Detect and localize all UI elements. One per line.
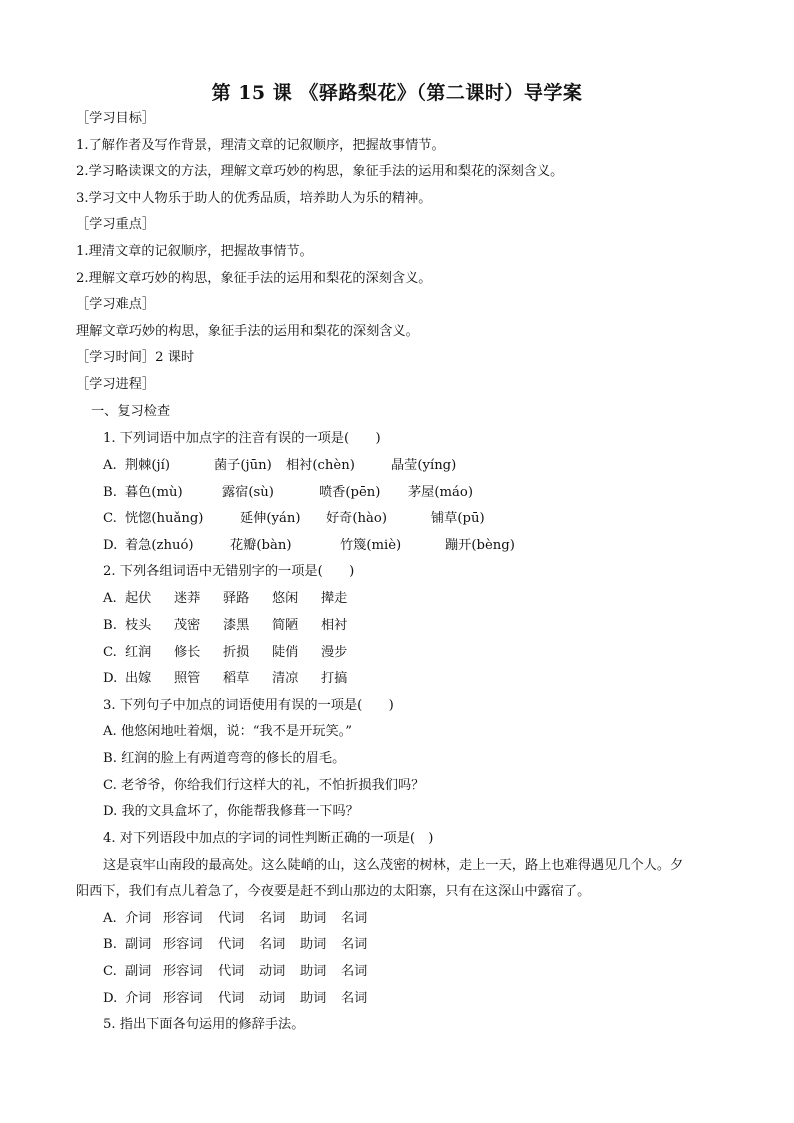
option-word: 花瓣(bàn) [230, 538, 292, 553]
option-letter: B. [103, 485, 117, 500]
option-row [103, 537, 515, 555]
option-word: 介词 [125, 911, 152, 926]
option-row: B. 红润的脸上有两道弯弯的修长的眉毛。 [103, 751, 346, 766]
option-row [103, 590, 347, 608]
process-header: ［学习进程］ [76, 377, 156, 392]
option-word: 相衬(chèn) [286, 458, 355, 473]
option-word: 助词 [300, 964, 327, 979]
option-word: 荆棘(jí) [125, 458, 170, 473]
option-word: 着急(zhuó) [125, 538, 194, 553]
question-stem: 4. 对下列语段中加点的字词的词性判断正确的一项是( ) [103, 831, 434, 846]
option-word: 副词 [125, 937, 152, 952]
option-row [103, 910, 367, 928]
option-row: A. 他悠闲地吐着烟，说：“我不是开玩笑。” [103, 724, 352, 739]
option-letter: A. [103, 458, 117, 473]
passage-line: 阳西下，我们有点儿着急了，今夜要是赶不到山那边的太阳寨，只有在这深山中露宿了。 [76, 884, 591, 899]
option-word: 修长 [174, 645, 201, 660]
page-title: 第 15 课 《驿路梨花》（第二课时）导学案 [211, 82, 583, 104]
option-word: 延伸(yán) [240, 511, 301, 526]
option-word: 折损 [223, 645, 250, 660]
option-row [103, 644, 347, 662]
question-stem: 1. 下列词语中加点字的注音有误的一项是( ) [103, 431, 381, 446]
option-word: 驿路 [223, 591, 250, 606]
section-heading: 一、复习检查 [91, 404, 171, 419]
option-letter: A. [103, 591, 117, 606]
difficulty-header: ［学习难点］ [76, 297, 156, 312]
difficulty-text: 理解文章巧妙的构思，象征手法的运用和梨花的深刻含义。 [76, 324, 419, 339]
option-letter: B. [103, 618, 117, 633]
option-word: 好奇(hào) [326, 511, 387, 526]
option-letter: C. [103, 645, 117, 660]
option-word: 悠闲 [272, 591, 299, 606]
option-word: 名词 [341, 937, 368, 952]
option-word: 动词 [259, 964, 286, 979]
option-word: 名词 [341, 991, 368, 1006]
option-word: 恍惚(huǎng) [125, 511, 204, 526]
key-item: 2.理解文章巧妙的构思，象征手法的运用和梨花的深刻含义。 [76, 271, 432, 286]
option-word: 形容词 [163, 911, 203, 926]
question-stem: 3. 下列句子中加点的词语使用有误的一项是( ) [103, 698, 394, 713]
option-row [103, 990, 367, 1008]
option-word: 形容词 [163, 937, 203, 952]
option-word: 简陋 [272, 618, 299, 633]
option-word: 动词 [259, 991, 286, 1006]
option-word: 暮色(mù) [125, 485, 183, 500]
option-word: 代词 [218, 991, 245, 1006]
option-word: 形容词 [163, 991, 203, 1006]
option-word: 助词 [300, 937, 327, 952]
option-word: 晶莹(yíng) [391, 458, 457, 473]
option-word: 形容词 [163, 964, 203, 979]
option-row [103, 670, 347, 688]
option-word: 铺草(pū) [431, 511, 485, 526]
option-word: 出嫁 [125, 671, 152, 686]
option-word: 介词 [125, 991, 152, 1006]
option-word: 代词 [218, 964, 245, 979]
goal-item: 2.学习略读课文的方法，理解文章巧妙的构思，象征手法的运用和梨花的深刻含义。 [76, 164, 564, 179]
key-item: 1.理清文章的记叙顺序，把握故事情节。 [76, 244, 313, 259]
goal-item: 3.学习文中人物乐于助人的优秀品质，培养助人为乐的精神。 [76, 191, 432, 206]
option-letter: D. [103, 538, 118, 553]
option-word: 漆黑 [223, 618, 250, 633]
option-word: 撵走 [321, 591, 348, 606]
option-word: 清凉 [272, 671, 299, 686]
option-word: 名词 [341, 964, 368, 979]
option-word: 名词 [341, 911, 368, 926]
option-word: 代词 [218, 937, 245, 952]
goals-header: ［学习目标］ [76, 111, 156, 126]
option-word: 名词 [259, 911, 286, 926]
option-word: 红润 [125, 645, 152, 660]
option-word: 陡俏 [272, 645, 299, 660]
option-row: C. 老爷爷，你给我们行这样大的礼，不怕折损我们吗？ [103, 778, 425, 793]
option-word: 助词 [300, 911, 327, 926]
option-row [103, 484, 473, 502]
option-word: 相衬 [321, 618, 348, 633]
option-word: 竹篾(miè) [340, 538, 402, 553]
option-word: 枝头 [125, 618, 152, 633]
option-letter: B. [103, 937, 117, 952]
option-word: 照管 [174, 671, 201, 686]
option-row: D. 我的文具盒坏了，你能帮我修葺一下吗？ [103, 804, 359, 819]
option-letter: D. [103, 671, 118, 686]
option-word: 喷香(pēn) [319, 485, 381, 500]
time-line: ［学习时间］2 课时 [76, 350, 195, 365]
option-word: 迷莽 [174, 591, 201, 606]
option-word: 菌子(jūn) [214, 458, 272, 473]
passage-line: 这是哀牢山南段的最高处。这么陡峭的山，这么茂密的树林，走上一天，路上也难得遇见几个人。夕 [103, 858, 684, 873]
option-row [103, 617, 347, 635]
option-word: 稻草 [223, 671, 250, 686]
option-word: 茅屋(máo) [408, 485, 473, 500]
key-header: ［学习重点］ [76, 217, 156, 232]
option-word: 露宿(sù) [222, 485, 274, 500]
question-stem: 5. 指出下面各句运用的修辞手法。 [103, 1017, 305, 1032]
option-word: 副词 [125, 964, 152, 979]
option-word: 代词 [218, 911, 245, 926]
option-row [103, 510, 485, 528]
option-word: 漫步 [321, 645, 348, 660]
goal-item: 1.了解作者及写作背景，理清文章的记叙顺序，把握故事情节。 [76, 138, 445, 153]
option-row [103, 457, 456, 475]
option-word: 打搞 [321, 671, 348, 686]
option-word: 助词 [300, 991, 327, 1006]
question-stem: 2. 下列各组词语中无错别字的一项是( ) [103, 564, 355, 579]
option-word: 名词 [259, 937, 286, 952]
option-row [103, 936, 367, 954]
option-letter: D. [103, 991, 118, 1006]
option-letter: C. [103, 964, 117, 979]
option-letter: A. [103, 911, 117, 926]
option-word: 茂密 [174, 618, 201, 633]
option-word: 起伏 [125, 591, 152, 606]
option-letter: C. [103, 511, 117, 526]
option-word: 蹦开(bèng) [445, 538, 515, 553]
option-row [103, 963, 367, 981]
